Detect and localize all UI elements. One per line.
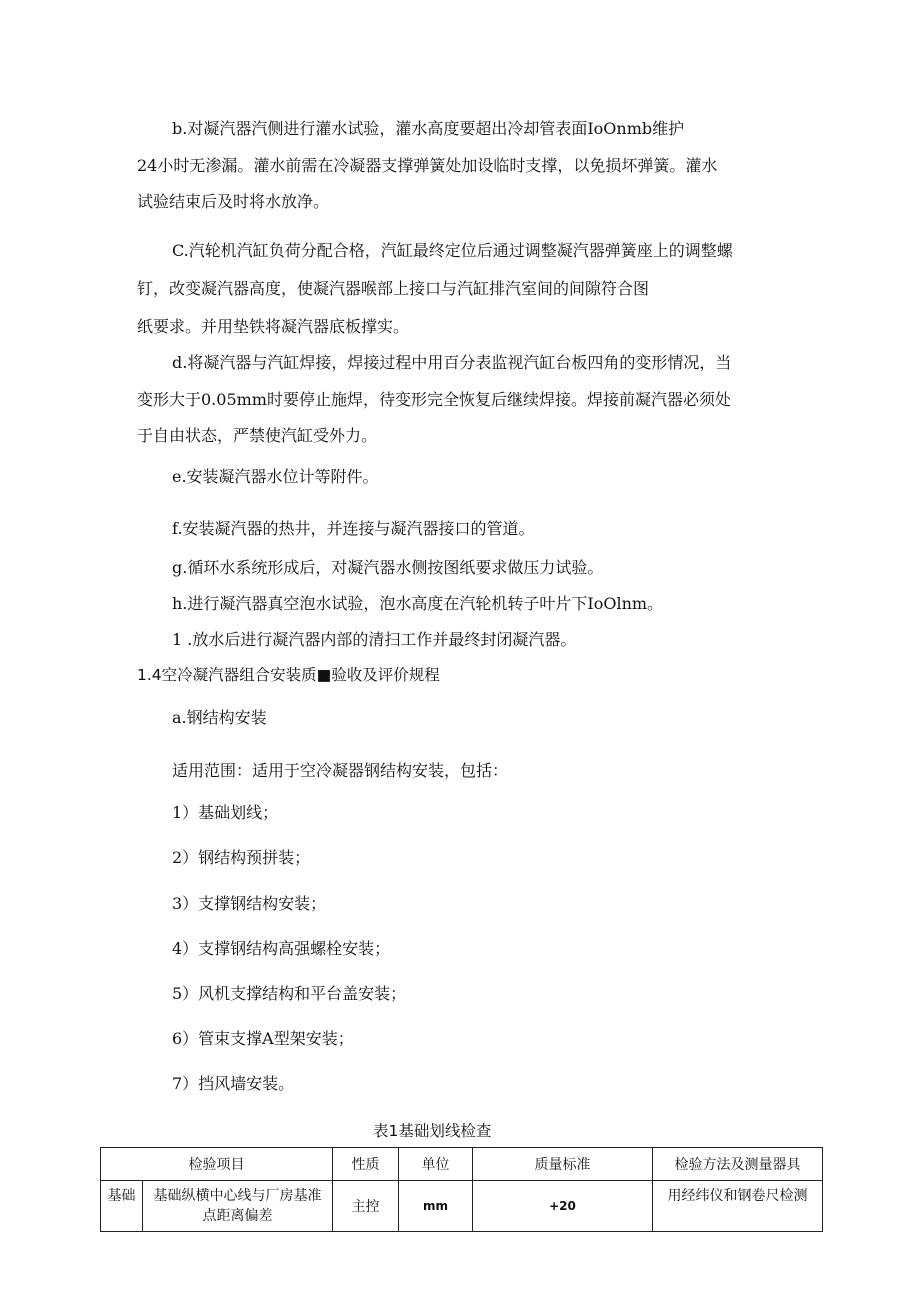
list-item: 2）钢结构预拼装； (172, 848, 311, 867)
cell-unit: mm (399, 1181, 473, 1232)
table-row (101, 1181, 823, 1232)
inspection-table (100, 1147, 823, 1232)
para-g: g.循环水系统形成后，对凝汽器水侧按图纸要求做压力试验。 (172, 558, 604, 577)
para-f: f.安装凝汽器的热井，并连接与凝汽器接口的管道。 (172, 519, 535, 538)
cell-category: 基础 (101, 1181, 143, 1232)
para-h: h.进行凝汽器真空泡水试验，泡水高度在汽轮机转子叶片下IoOlnm。 (172, 594, 664, 613)
para-b-line2: 24小时无渗漏。灌水前需在冷凝器支撑弹簧处加设临时支撑，以免损坏弹簧。灌水 (137, 156, 718, 175)
cell-nature: 主控 (333, 1181, 399, 1232)
para-b-line3: 试验结束后及时将水放净。 (137, 192, 330, 211)
scope-text: 适用范围：适用于空冷凝器钢结构安装，包括： (172, 761, 509, 780)
cell-item (143, 1181, 333, 1232)
para-c-line1: C.汽轮机汽缸负荷分配合格，汽缸最终定位后通过调整凝汽器弹簧座上的调整螺 (172, 241, 733, 260)
subsection-a: a.钢结构安装 (172, 708, 267, 727)
section-heading: 1.4空冷凝汽器组合安装质■验收及评价规程 (137, 666, 440, 684)
para-d-line3: 于自由状态，严禁使汽缸受外力。 (137, 426, 378, 445)
para-d-line2: 变形大于0.05mm时要停止施焊，待变形完全恢复后继续焊接。焊接前凝汽器必须处 (137, 390, 731, 409)
header-standard: 质量标准 (473, 1148, 653, 1181)
list-item: 6）管束支撑A型架安装； (172, 1029, 354, 1048)
list-item: 4）支撑钢结构高强螺栓安装； (172, 939, 391, 958)
para-e: e.安装凝汽器水位计等附件。 (172, 467, 379, 486)
cell-standard: +20 (473, 1181, 653, 1232)
cell-item-line2: 点距离偏差 (202, 1208, 273, 1224)
para-c-line3: 纸要求。并用垫铁将凝汽器底板撑实。 (137, 317, 410, 336)
list-item: 3）支撑钢结构安装； (172, 894, 327, 913)
para-d-line1: d.将凝汽器与汽缸焊接，焊接过程中用百分表监视汽缸台板四角的变形情况，当 (172, 353, 732, 372)
header-method: 检验方法及测量器具 (653, 1148, 823, 1181)
table-caption: 表1基础划线检查 (373, 1122, 492, 1140)
cell-method: 用经纬仪和钢卷尺检测 (653, 1181, 823, 1232)
header-nature: 性质 (333, 1148, 399, 1181)
list-item: 5）风机支撑结构和平台盖安装； (172, 984, 407, 1003)
header-item: 检验项目 (101, 1148, 333, 1181)
list-item: 1）基础划线； (172, 803, 279, 822)
para-i: 1 .放水后进行凝汽器内部的清扫工作并最终封闭凝汽器。 (172, 630, 577, 649)
para-c-line2: 钉，改变凝汽器高度，使凝汽器喉部上接口与汽缸排汽室间的间隙符合图 (137, 279, 650, 298)
table-header-row (101, 1148, 823, 1181)
header-unit: 单位 (399, 1148, 473, 1181)
list-item: 7）挡风墙安装。 (172, 1074, 295, 1093)
para-b-line1: b.对凝汽器汽侧进行灌水试验，灌水高度要超出冷却管表面IoOnmb维护 (172, 119, 685, 138)
cell-item-line1: 基础纵横中心线与厂房基准 (153, 1188, 322, 1204)
